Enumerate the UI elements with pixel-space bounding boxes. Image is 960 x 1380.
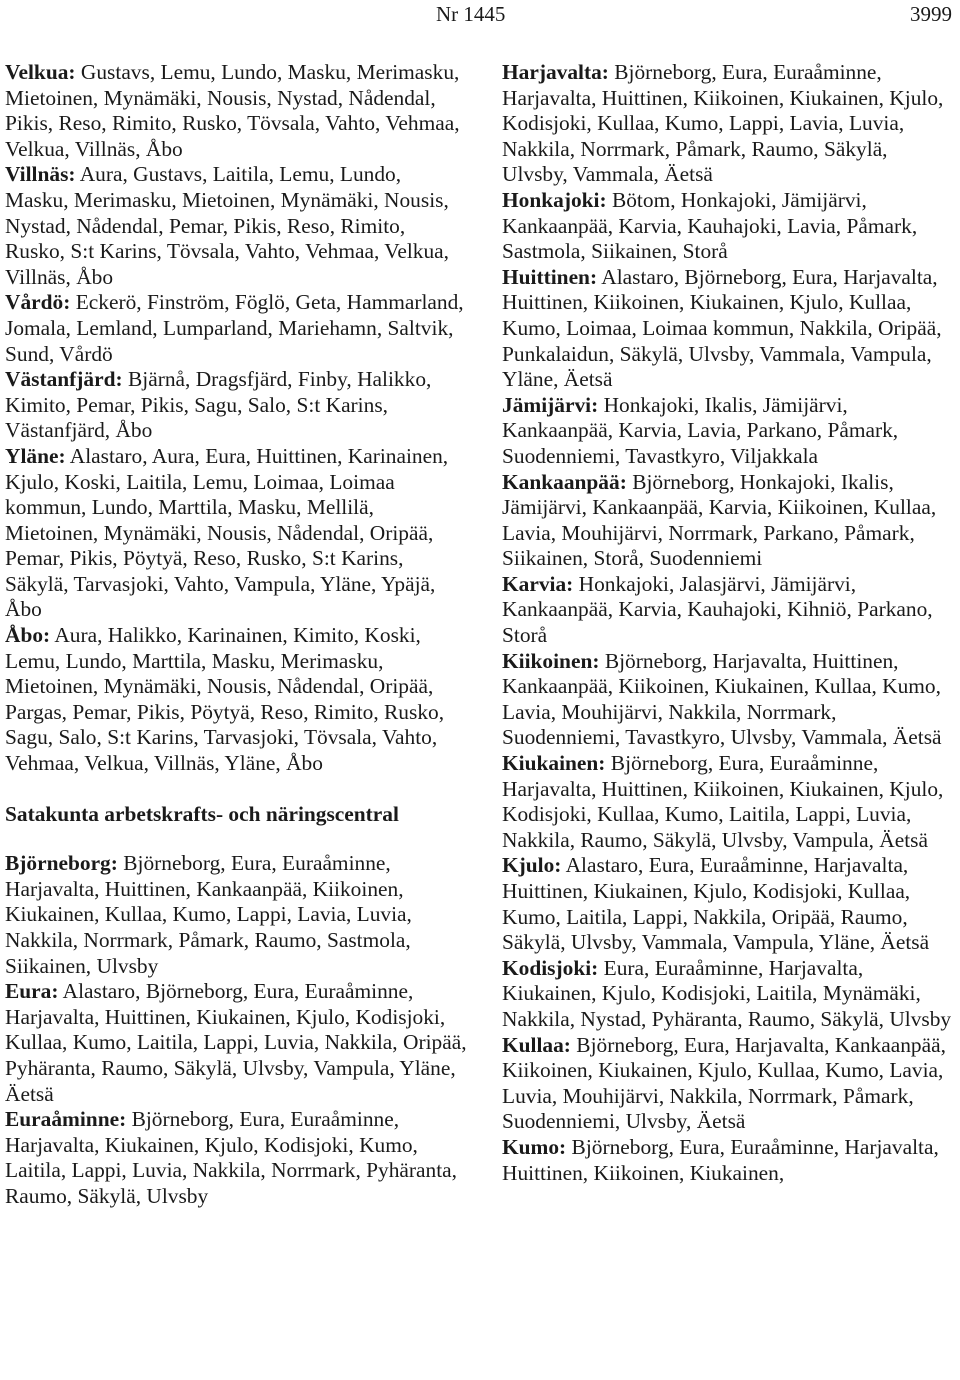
entry-heading: Kiikoinen: [502,648,600,673]
entry-text: Björneborg, Eura, Euraåminne, Harjavalta, Kiukainen, Kjulo, Kodisjoki, Kumo, Laitila, Lappi, Luvia, Nakkila, Norrmark, Pyhäranta, Raumo, Säkylä, Ulvsby [5,1107,458,1208]
entry-heading: Kumo: [502,1134,567,1159]
left-column [5,60,467,1210]
entry-heading: Huittinen: [502,264,598,289]
entry-text: Eckerö, Finström, Föglö, Geta, Hammarland, Jomala, Lemland, Lumparland, Mariehamn, Saltvik, Sund, Vårdö [5,290,464,366]
entry-text: Eura, Euraåminne, Harjavalta, Kiukainen, Kjulo, Kodisjoki, Laitila, Mynämäki, Nakkila, Nystad, Pyhäranta, Raumo, Säkylä, Ulvsby [502,955,952,1031]
entry [502,470,956,572]
entry [502,853,956,955]
entry-text: Alastaro, Eura, Euraåminne, Harjavalta, Huittinen, Kiukainen, Kjulo, Kodisjoki, Kullaa, Kumo, Laitila, Lappi, Nakkila, Oripää, Raumo, Säkylä, Ulvsby, Vammala, Vampula, Yläne, Äetsä [502,853,930,955]
entry-text: Björneborg, Eura, Harjavalta, Kankaanpää, Kiikoinen, Kiukainen, Kjulo, Kullaa, Kumo, Lavia, Luvia, Mouhijärvi, Nakkila, Norrmark, Påmark, Suodenniemi, Ulvsby, Äetsä [502,1032,946,1134]
page-number: 3999 [910,2,952,26]
entry-text: Honkajoki, Ikalis, Jämijärvi, Kankaanpää, Karvia, Lavia, Parkano, Påmark, Suodenniemi, Tavastkyro, Viljakkala [502,392,899,468]
entry-heading: Åbo: [5,623,51,648]
entry-heading: Jämijärvi: [502,392,599,417]
left-entries-after [5,851,467,1209]
entry-text: Aura, Halikko, Karinainen, Kimito, Koski, Lemu, Lundo, Marttila, Masku, Merimasku, Mietoinen, Mynämäki, Nousis, Nådendal, Oripää, Pargas, Pemar, Pikis, Pöytyä, Reso, Rimito, Rusko, Sagu, Salo, S:t Karins, Tarvasjoki, Tövsala, Vahto, Vehmaa, Velkua, Villnäs, Yläne, Åbo [5,623,445,776]
entry [502,265,956,393]
entry [502,393,956,470]
entry-text: Björneborg, Eura, Euraåminne, Harjavalta, Huittinen, Kiikoinen, Kiukainen, Kjulo, Kodisjoki, Kullaa, Kumo, Lappi, Lavia, Luvia, Nakkila, Norrmark, Påmark, Raumo, Säkylä, Ulvsby, Vammala, Äetsä [502,60,944,187]
entry [502,572,956,649]
entry-text: Björneborg, Eura, Euraåminne, Harjavalta, Huittinen, Kiikoinen, Kiukainen, [502,1134,939,1185]
entry-heading: Euraåminne: [5,1107,127,1132]
statute-number: Nr 1445 [436,2,506,26]
entry-text: Björneborg, Harjavalta, Huittinen, Kankaanpää, Kiikoinen, Kiukainen, Kullaa, Kumo, Lavia, Mouhijärvi, Nakkila, Norrmark, Suodenniemi, Tavastkyro, Ulvsby, Vammala, Äetsä [502,648,942,750]
entry-heading: Velkua: [5,60,76,84]
entry-text: Alastaro, Björneborg, Eura, Euraåminne, Harjavalta, Huittinen, Kiukainen, Kjulo, Kodisjoki, Kullaa, Kumo, Laitila, Lappi, Luvia, Nakkila, Oripää, Pyhäranta, Raumo, Säkylä, Ulvsby, Vampula, Yläne, Äetsä [5,979,467,1106]
entry-text: Bjärnå, Dragsfjärd, Finby, Halikko, Kimito, Pemar, Pikis, Sagu, Salo, S:t Karins, Västanfjärd, Åbo [5,367,432,443]
entry-text: Björneborg, Honkajoki, Ikalis, Jämijärvi, Kankaanpää, Karvia, Kiikoinen, Kullaa, Lavia, Mouhijärvi, Norrmark, Parkano, Påmark, Siikainen, Storå, Suodenniemi [502,469,937,571]
entry [502,188,956,265]
entry [5,162,467,290]
entry-text: Björneborg, Eura, Euraåminne, Harjavalta, Huittinen, Kankaanpää, Kiikoinen, Kiukainen, Kullaa, Kumo, Lappi, Lavia, Luvia, Nakkila, Norrmark, Påmark, Raumo, Sastmola, Siikainen, Ulvsby [5,851,412,978]
entry-heading: Kodisjoki: [502,955,599,980]
right-column [502,60,956,1186]
section-title: Satakunta arbetskrafts- och näringscentral [5,801,399,826]
entry-heading: Honkajoki: [502,187,607,212]
entry [502,649,956,751]
entry [5,623,467,777]
entry [5,367,467,444]
entry-text: Björneborg, Eura, Euraåminne, Harjavalta, Huittinen, Kiikoinen, Kiukainen, Kjulo, Kodisjoki, Kullaa, Kumo, Laitila, Lappi, Luvia, Nakkila, Raumo, Säkylä, Ulvsby, Vampula, Äetsä [502,751,944,852]
entry-heading: Kullaa: [502,1032,571,1057]
entry-text: Alastaro, Aura, Eura, Huittinen, Karinainen, Kjulo, Koski, Laitila, Lemu, Loimaa, Loimaa kommun, Lundo, Marttila, Masku, Mellilä, Mietoinen, Mynämäki, Nousis, Nådendal, Oripää, Pemar, Pikis, Pöytyä, Reso, Rusko, S:t Karins, Säkylä, Tarvasjoki, Vahto, Vampula, Yläne, Ypäjä, Åbo [5,443,449,622]
entry [502,1135,956,1186]
entry [502,1033,956,1135]
entry [502,956,956,1033]
entry-heading: Karvia: [502,571,574,596]
entry [502,60,956,188]
entry-heading: Vårdö: [5,290,71,315]
entry-text: Alastaro, Björneborg, Eura, Harjavalta, Huittinen, Kiikoinen, Kiukainen, Kjulo, Kullaa, Kumo, Loimaa, Loimaa kommun, Nakkila, Oripää, Punkalaidun, Säkylä, Ulvsby, Vammala, Vampula, Yläne, Äetsä [502,264,942,392]
entry [5,1107,467,1209]
entry-heading: Harjavalta: [502,60,609,84]
entry [5,444,467,623]
entry [502,751,956,853]
entry [5,979,467,1107]
entry [5,290,467,367]
entry [5,851,467,979]
entry-heading: Björneborg: [5,851,118,876]
entry-heading: Eura: [5,979,59,1004]
entry-heading: Västanfjärd: [5,367,123,392]
entry-text: Gustavs, Lemu, Lundo, Masku, Merimasku, Mietoinen, Mynämäki, Nousis, Nystad, Nådendal, Pikis, Reso, Rimito, Rusko, Tövsala, Vahto, Vehmaa, Velkua, Villnäs, Åbo [5,60,460,161]
left-entries-before [5,60,467,777]
entry-text: Aura, Gustavs, Laitila, Lemu, Lundo, Masku, Merimasku, Mietoinen, Mynämäki, Nousis, Nystad, Nådendal, Pemar, Pikis, Reso, Rimito, Rusko, S:t Karins, Tövsala, Vahto, Vehmaa, Velkua, Villnäs, Åbo [5,162,450,289]
entry [5,60,467,162]
entry-heading: Villnäs: [5,162,76,187]
page-header [0,0,960,36]
entry-text: Bötom, Honkajoki, Jämijärvi, Kankaanpää, Karvia, Kauhajoki, Lavia, Påmark, Sastmola, Siikainen, Storå [502,187,918,264]
entry-text: Honkajoki, Jalasjärvi, Jämijärvi, Kankaanpää, Karvia, Kauhajoki, Kihniö, Parkano, Storå [502,571,933,648]
entry-heading: Kjulo: [502,853,562,878]
entry-heading: Kiukainen: [502,751,606,776]
entry-heading: Kankaanpää: [502,469,627,494]
right-entries [502,60,956,1186]
entry-heading: Yläne: [5,443,66,468]
